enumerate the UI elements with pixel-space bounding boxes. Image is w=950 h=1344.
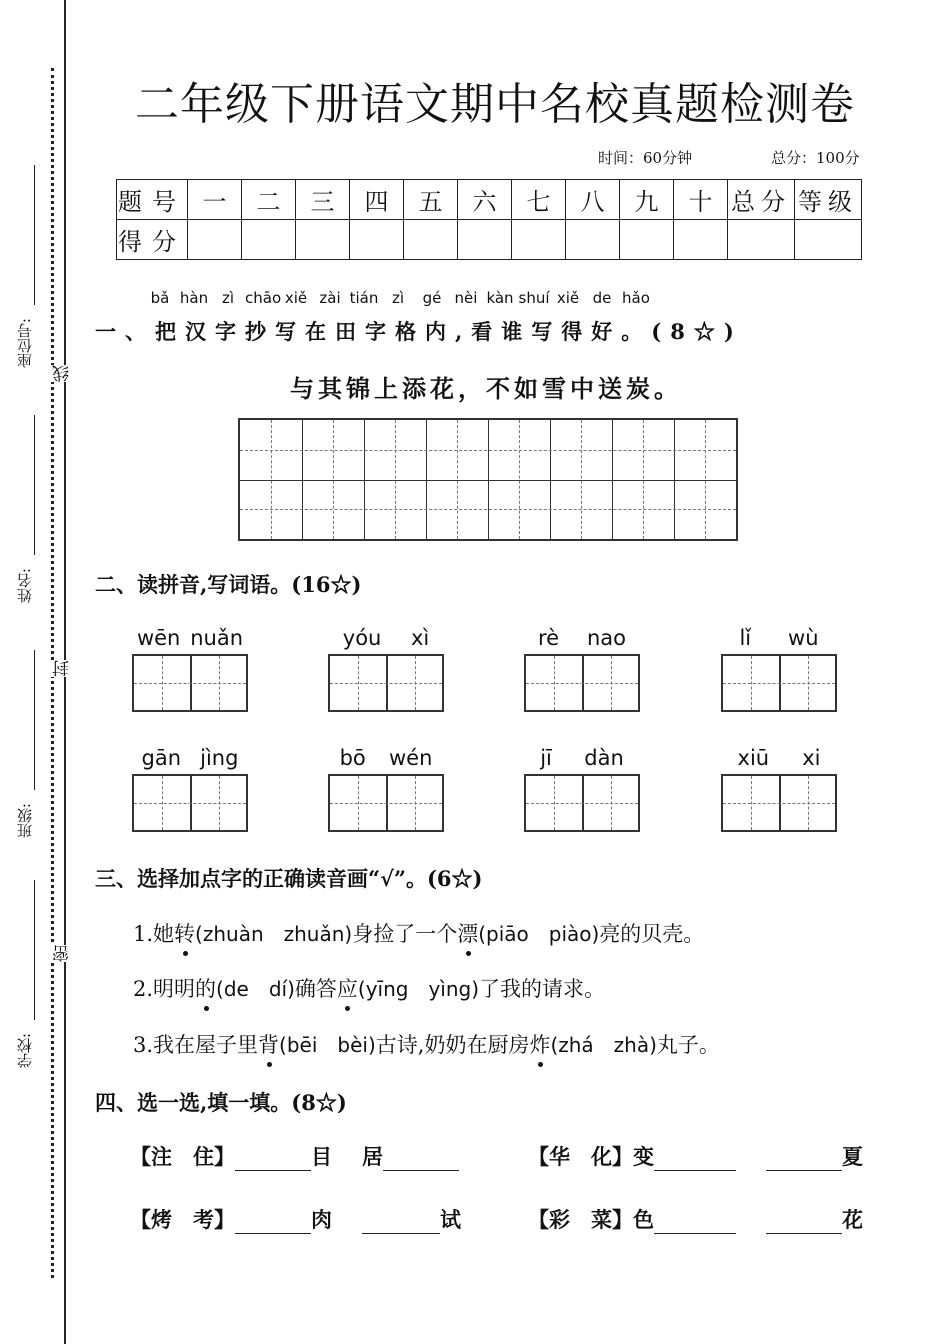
pinyin-syllable: xiě <box>284 289 308 307</box>
exam-total: 总分：100分 <box>771 149 860 167</box>
col-2: 二 <box>242 180 296 220</box>
fill-blank[interactable] <box>362 1211 440 1234</box>
pinyin-syllable: gé <box>422 289 442 307</box>
word-box[interactable] <box>524 746 640 832</box>
fill-blank[interactable] <box>654 1148 736 1171</box>
section3-title: 三、选择加点字的正确读音画“√”。(6☆) <box>95 866 483 891</box>
grid-dash-line <box>240 509 736 510</box>
score-cell-grade[interactable] <box>795 220 862 260</box>
dotted-char: 应 <box>337 973 358 1003</box>
col-6: 六 <box>458 180 512 220</box>
pinyin-options[interactable]: (de dí) <box>216 977 295 1001</box>
pinyin-syllable: shuí <box>518 289 550 307</box>
score-table <box>116 179 862 260</box>
class-underline <box>34 650 35 790</box>
score-table-score-row <box>117 220 862 260</box>
word-box[interactable] <box>524 626 640 712</box>
word-box[interactable] <box>328 626 444 712</box>
seat-underline <box>34 165 35 305</box>
school-underline <box>34 880 35 1020</box>
word-box[interactable] <box>132 746 248 832</box>
grid-row-line <box>240 480 736 481</box>
dotted-char: 的 <box>195 973 216 1003</box>
name-underline <box>34 415 35 555</box>
word-box[interactable] <box>328 746 444 832</box>
class-label: 班级: <box>16 803 34 839</box>
score-cell[interactable] <box>296 220 350 260</box>
pinyin-options[interactable]: (yīng yìng) <box>357 977 480 1001</box>
pinyin-options[interactable]: (bēi bèi) <box>279 1033 376 1057</box>
pinyin-syllable: zì <box>391 289 405 307</box>
exam-time: 时间：60分钟 <box>598 149 693 167</box>
question-2: 2.明明的(de dí)确答应(yīng yìng)了我的请求。 <box>133 973 605 1003</box>
pinyin: bō <box>339 746 366 770</box>
fill-row-1-right: 【华 化】变 夏 <box>528 1144 863 1169</box>
pinyin: yóu <box>342 626 382 650</box>
pinyin-options[interactable]: (piāo piào) <box>478 922 600 946</box>
col-10: 十 <box>674 180 728 220</box>
score-cell-total[interactable] <box>728 220 795 260</box>
pinyin: nuǎn <box>190 626 244 650</box>
word-box[interactable] <box>721 626 837 712</box>
pinyin: jī <box>540 746 552 770</box>
score-cell[interactable] <box>404 220 458 260</box>
seal-char: 封 <box>50 660 75 677</box>
fill-blank[interactable] <box>766 1211 842 1234</box>
dotted-char: 漂 <box>457 918 478 948</box>
pinyin-syllable: chāo <box>245 289 282 307</box>
table-head-score: 得分 <box>117 220 188 260</box>
tianzige-grid[interactable] <box>238 418 738 541</box>
line-char: 线 <box>50 365 75 382</box>
seat-label: 座位号: <box>16 318 34 369</box>
section4-title: 四、选一选,填一填。(8☆) <box>95 1090 347 1115</box>
fill-blank[interactable] <box>235 1211 311 1234</box>
school-label: 学校: <box>16 1033 34 1069</box>
pinyin: wēn <box>136 626 181 650</box>
score-cell[interactable] <box>620 220 674 260</box>
score-cell[interactable] <box>458 220 512 260</box>
word-box[interactable] <box>721 746 837 832</box>
pinyin-options[interactable]: (zhuàn zhuǎn) <box>195 922 353 946</box>
name-label: 姓名: <box>16 568 34 604</box>
fill-row-2-right: 【彩 菜】色 花 <box>528 1207 863 1232</box>
pinyin: xi <box>802 746 821 770</box>
col-9: 九 <box>620 180 674 220</box>
pinyin: xì <box>410 626 430 650</box>
score-cell[interactable] <box>242 220 296 260</box>
col-5: 五 <box>404 180 458 220</box>
fill-row-1-left: 【注 住】 目 居 <box>130 1141 459 1171</box>
pinyin-syllable: bǎ <box>150 289 170 307</box>
pinyin: wén <box>388 746 433 770</box>
dotted-char: 转 <box>174 918 195 948</box>
question-3: 3.我在屋子里背(bēi bèi)古诗,奶奶在厨房炸(zhá zhà)丸子。 <box>133 1029 720 1059</box>
pinyin: nao <box>587 626 627 650</box>
fill-blank[interactable] <box>766 1148 842 1171</box>
pinyin-syllable: kàn <box>486 289 514 307</box>
pinyin-syllable: de <box>592 289 612 307</box>
secret-char: 密 <box>50 945 75 962</box>
col-grade: 等级 <box>795 180 862 220</box>
section2-title: 二、读拼音,写词语。(16☆) <box>95 572 362 597</box>
pinyin-syllable: xiě <box>556 289 580 307</box>
pinyin-options[interactable]: (zhá zhà) <box>550 1033 657 1057</box>
col-8: 八 <box>566 180 620 220</box>
col-4: 四 <box>350 180 404 220</box>
score-cell[interactable] <box>188 220 242 260</box>
fill-blank[interactable] <box>654 1211 736 1234</box>
pinyin-syllable: zài <box>319 289 341 307</box>
word-box[interactable] <box>132 626 248 712</box>
score-table-header-row <box>117 180 862 220</box>
score-cell[interactable] <box>350 220 404 260</box>
pinyin: xiū <box>737 746 770 770</box>
col-total: 总分 <box>728 180 795 220</box>
score-cell[interactable] <box>674 220 728 260</box>
grid-dash-line <box>240 450 736 451</box>
dotted-char: 炸 <box>529 1029 550 1059</box>
pinyin-syllable: hǎo <box>622 289 650 307</box>
pinyin: dàn <box>584 746 624 770</box>
pinyin-syllable: nèi <box>454 289 478 307</box>
score-cell[interactable] <box>566 220 620 260</box>
fill-row-2-left: 【烤 考】 肉 试 <box>130 1207 461 1232</box>
fill-blank[interactable] <box>383 1148 459 1171</box>
pinyin: rè <box>537 626 560 650</box>
pinyin: gān <box>141 746 182 770</box>
fill-blank[interactable] <box>235 1148 311 1171</box>
score-cell[interactable] <box>512 220 566 260</box>
proverb: 与其锦上添花，不如雪中送炭。 <box>290 374 682 403</box>
pinyin: wù <box>788 626 819 650</box>
section1-pinyin <box>143 289 653 307</box>
dotted-char: 背 <box>258 1029 279 1059</box>
page-title: 二年级下册语文期中名校真题检测卷 <box>135 79 855 130</box>
pinyin-syllable: zì <box>221 289 235 307</box>
table-head-number: 题号 <box>117 180 188 220</box>
pinyin-syllable: hàn <box>179 289 209 307</box>
pinyin: lǐ <box>739 626 752 650</box>
col-3: 三 <box>296 180 350 220</box>
col-7: 七 <box>512 180 566 220</box>
section1-title: 一、把汉字抄写在田字格内,看谁写得好。(8☆) <box>95 319 743 344</box>
pinyin: jìng <box>200 746 239 770</box>
pinyin-syllable: tián <box>349 289 379 307</box>
col-1: 一 <box>188 180 242 220</box>
question-1: 1.她转(zhuàn zhuǎn)身捡了一个漂(piāo piào)亮的贝壳。 <box>133 918 704 948</box>
